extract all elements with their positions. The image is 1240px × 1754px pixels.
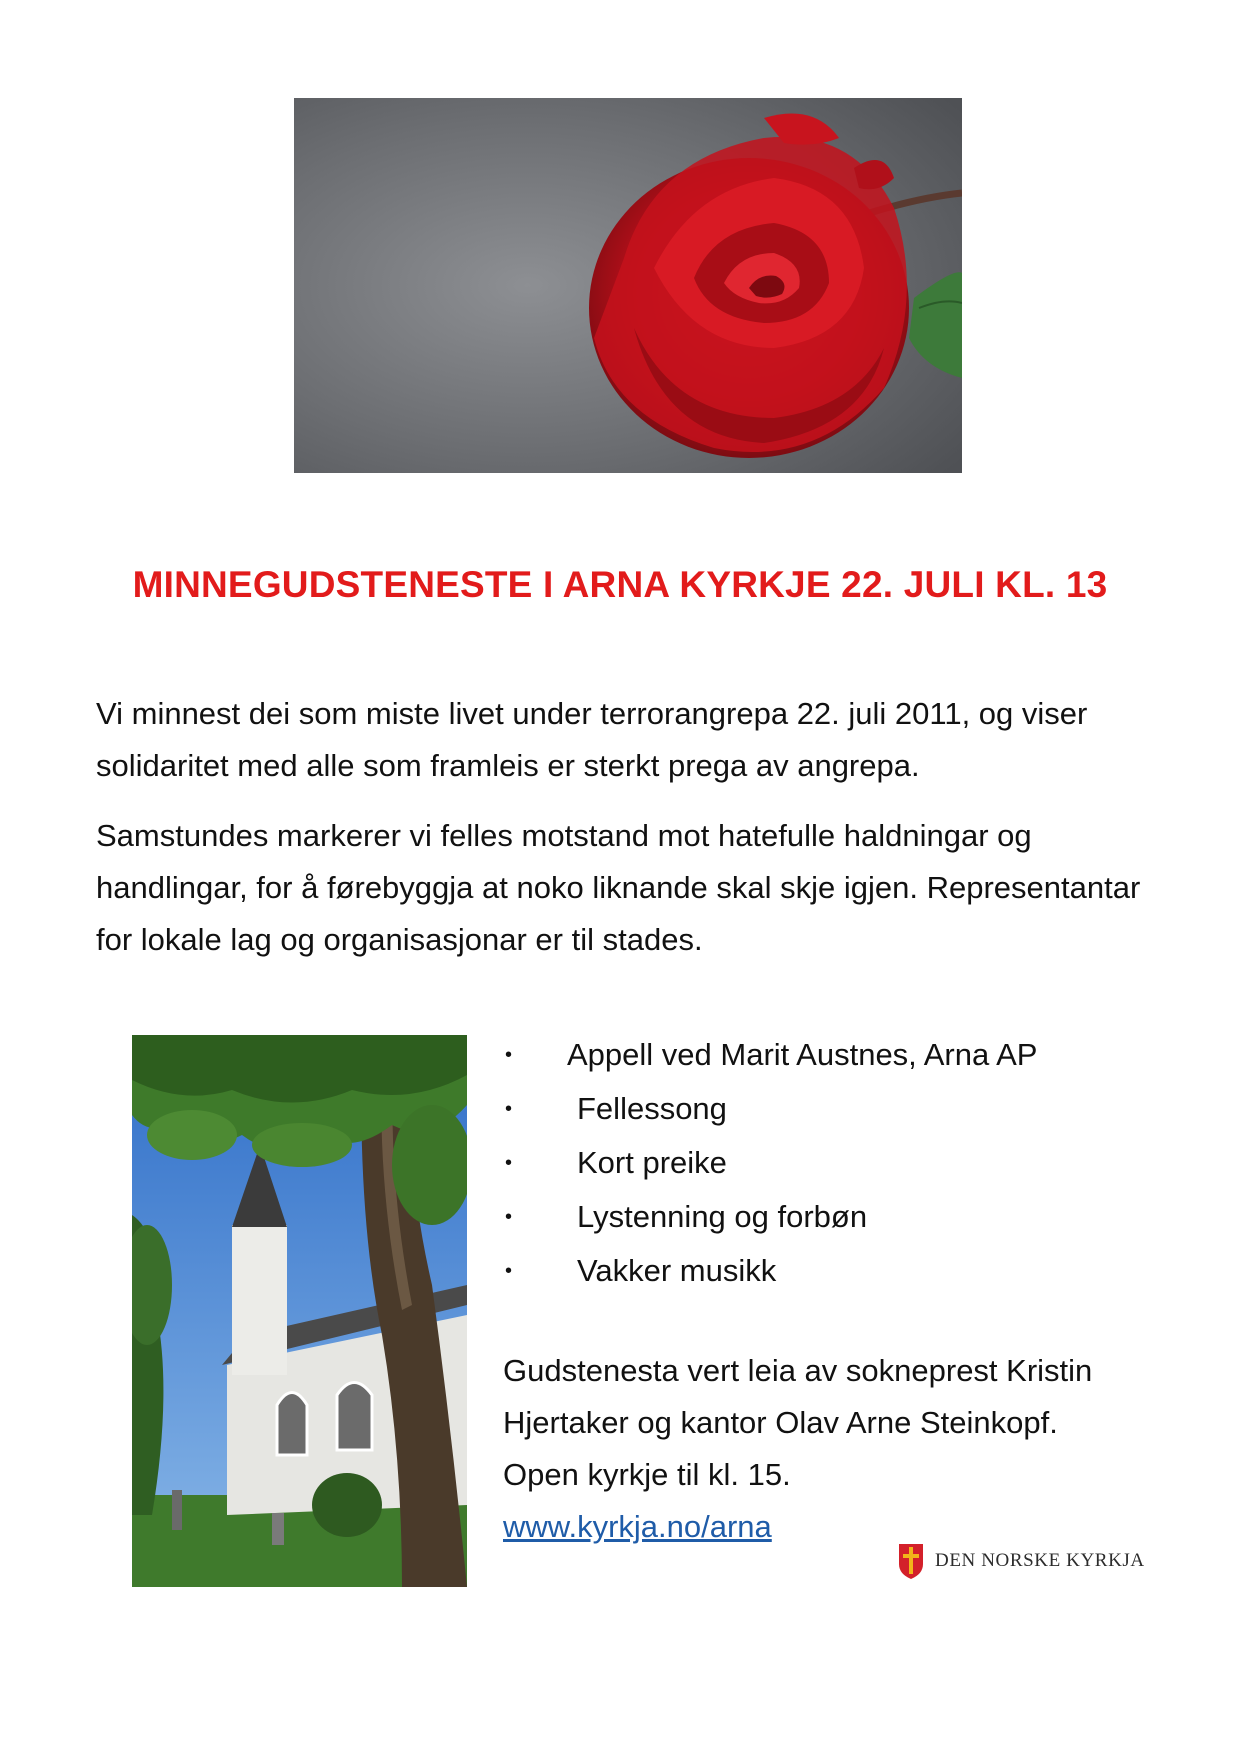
bullet-icon: • <box>505 1206 513 1228</box>
intro-paragraph-2: Samstundes markerer vi felles motstand mot hatefulle haldningar og handlingar, for å førebyggja at noko liknande skal skje igjen. Representantar for lokale lag og organisasjonar er til stades. <box>96 818 1141 957</box>
program-item-text: Appell ved Marit Austnes, Arna AP <box>567 1037 1038 1072</box>
info-line-1: Gudstenesta vert leia av sokneprest Kristin <box>503 1353 1093 1388</box>
bullet-icon: • <box>505 1044 513 1066</box>
church-cross-shield-icon <box>897 1542 925 1580</box>
bullet-icon: • <box>505 1098 513 1120</box>
bullet-icon: • <box>505 1152 513 1174</box>
church-photo <box>132 1035 467 1587</box>
program-item-text: Kort preike <box>577 1145 727 1180</box>
bullet-icon: • <box>505 1260 513 1282</box>
church-logo <box>897 1541 1145 1581</box>
list-item <box>505 1028 1205 1082</box>
website-link[interactable]: www.kyrkja.no/arna <box>503 1509 772 1544</box>
program-item-text: Vakker musikk <box>577 1253 777 1288</box>
intro-paragraph-1: Vi minnest dei som miste livet under terrorangrepa 22. juli 2011, og viser solidaritet med alle som framleis er sterkt prega av angrepa. <box>96 696 1088 783</box>
logo-text: DEN NORSKE KYRKJA <box>935 1550 1145 1571</box>
rose-photo <box>294 98 962 473</box>
info-line-2: Hjertaker og kantor Olav Arne Steinkopf. <box>503 1405 1058 1440</box>
list-item <box>505 1136 1205 1190</box>
info-line-3: Open kyrkje til kl. 15. <box>503 1457 791 1492</box>
service-info <box>503 1345 1203 1553</box>
page-title: MINNEGUDSTENESTE I ARNA KYRKJE 22. JULI KL. 13 <box>132 564 1108 605</box>
intro-text <box>96 688 1176 984</box>
program-item-text: Fellessong <box>577 1091 727 1126</box>
list-item <box>505 1244 1205 1298</box>
list-item <box>505 1190 1205 1244</box>
list-item <box>505 1082 1205 1136</box>
program-item-text: Lystenning og forbøn <box>577 1199 868 1234</box>
program-list <box>505 1028 1205 1298</box>
